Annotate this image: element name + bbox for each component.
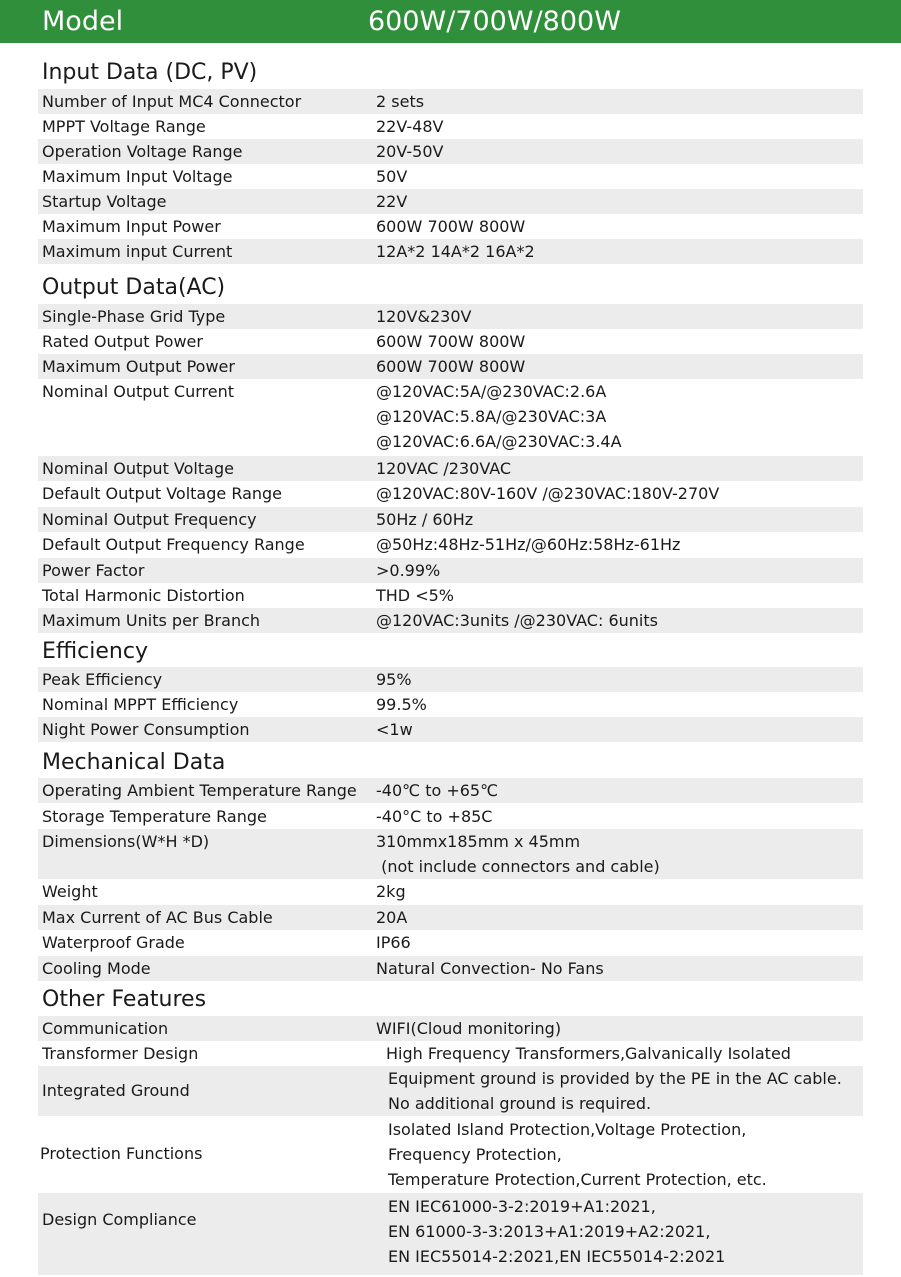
spec-value: 20A: [376, 908, 408, 927]
spec-label: Maximum Output Power: [42, 357, 235, 376]
spec-label: Number of Input MC4 Connector: [42, 92, 302, 111]
spec-row: [38, 1117, 863, 1193]
spec-value-line: Frequency Protection,: [388, 1145, 562, 1164]
spec-label: Waterproof Grade: [42, 933, 185, 952]
spec-value: 120V&230V: [376, 307, 472, 326]
spec-row: [38, 1041, 863, 1066]
spec-label: Night Power Consumption: [42, 720, 250, 739]
spec-label: Operation Voltage Range: [42, 142, 243, 161]
spec-value-multi: [376, 379, 622, 454]
spec-row: [38, 214, 863, 239]
section-title-input: Input Data (DC, PV): [42, 60, 258, 85]
spec-value: -40°C to +85C: [376, 807, 493, 826]
spec-value: 99.5%: [376, 695, 427, 714]
spec-value-line: EN IEC55014-2:2021,EN IEC55014-2:2021: [388, 1247, 726, 1266]
spec-label: MPPT Voltage Range: [42, 117, 206, 136]
spec-value-line: Isolated Island Protection,Voltage Protection,: [388, 1120, 747, 1139]
spec-value-line: @120VAC:5A/@230VAC:2.6A: [376, 382, 607, 401]
spec-label: Communication: [42, 1019, 169, 1038]
spec-row: [38, 456, 863, 481]
spec-row: [38, 189, 863, 214]
spec-value: 50V: [376, 167, 408, 186]
spec-label: Nominal Output Current: [42, 382, 235, 401]
spec-value-multi: [388, 1117, 767, 1192]
spec-row: [38, 139, 863, 164]
spec-value: 120VAC /230VAC: [376, 459, 512, 478]
spec-value-line: (not include connectors and cable): [376, 857, 660, 876]
spec-row: [38, 329, 863, 354]
spec-label: Power Factor: [42, 561, 145, 580]
spec-row: [38, 829, 863, 879]
spec-label: Startup Voltage: [42, 192, 167, 211]
spec-value: -40℃ to +65℃: [376, 781, 499, 800]
section-title-output: Output Data(AC): [42, 275, 226, 300]
spec-value-line: Temperature Protection,Current Protection, etc.: [388, 1170, 767, 1189]
spec-label: Nominal Output Frequency: [42, 510, 257, 529]
spec-label: Design Compliance: [42, 1210, 197, 1229]
spec-row: [38, 379, 863, 455]
spec-row: [38, 1193, 863, 1275]
section-title-other: Other Features: [42, 987, 207, 1012]
spec-value: WIFI(Cloud monitoring): [376, 1019, 562, 1038]
spec-row: [38, 1016, 863, 1041]
spec-label: Operating Ambient Temperature Range: [42, 781, 357, 800]
section-title-mechanical: Mechanical Data: [42, 750, 226, 775]
spec-value: IP66: [376, 933, 411, 952]
spec-row: [38, 114, 863, 139]
spec-label: Single-Phase Grid Type: [42, 307, 226, 326]
spec-label: Max Current of AC Bus Cable: [42, 908, 273, 927]
spec-label: Dimensions(W*H *D): [42, 832, 210, 851]
spec-row: [38, 930, 863, 955]
spec-label: Default Output Voltage Range: [42, 484, 283, 503]
spec-label: Maximum Input Power: [42, 217, 221, 236]
spec-value: 600W 700W 800W: [376, 357, 526, 376]
spec-label: Nominal MPPT Efficiency: [42, 695, 239, 714]
spec-value: 12A*2 14A*2 16A*2: [376, 242, 535, 261]
spec-label: Maximum Units per Branch: [42, 611, 261, 630]
spec-value: 22V-48V: [376, 117, 444, 136]
spec-row: [38, 804, 863, 829]
spec-row: [38, 304, 863, 329]
spec-label: Storage Temperature Range: [42, 807, 267, 826]
spec-label: Weight: [42, 882, 98, 901]
spec-value: <1w: [376, 720, 413, 739]
spec-label: Rated Output Power: [42, 332, 203, 351]
spec-row: [38, 532, 863, 557]
spec-row: [38, 481, 863, 506]
spec-value-multi: [376, 829, 660, 879]
spec-row: [38, 164, 863, 189]
spec-value: THD <5%: [376, 586, 454, 605]
spec-row: [38, 905, 863, 930]
spec-value-line: EN IEC61000-3-2:2019+A1:2021,: [388, 1197, 656, 1216]
spec-label: Protection Functions: [40, 1144, 203, 1163]
section-title-efficiency: Efficiency: [42, 639, 148, 664]
model-label: Model: [42, 6, 124, 37]
spec-value-multi: [388, 1194, 725, 1269]
spec-row: [38, 879, 863, 904]
spec-value-line: EN 61000-3-3:2013+A1:2019+A2:2021,: [388, 1222, 711, 1241]
spec-row: [38, 692, 863, 717]
spec-value: 20V-50V: [376, 142, 444, 161]
spec-value-line: @120VAC:6.6A/@230VAC:3.4A: [376, 432, 622, 451]
spec-label: Maximum input Current: [42, 242, 233, 261]
spec-value: @50Hz:48Hz-51Hz/@60Hz:58Hz-61Hz: [376, 535, 681, 554]
spec-label: Default Output Frequency Range: [42, 535, 305, 554]
spec-value-line: 310mmx185mm x 45mm: [376, 832, 581, 851]
spec-row: [38, 583, 863, 608]
model-header: [0, 0, 901, 43]
spec-row: [38, 1066, 863, 1116]
spec-value: Natural Convection- No Fans: [376, 959, 604, 978]
spec-row: [38, 778, 863, 803]
model-value: 600W/700W/800W: [368, 6, 621, 37]
spec-value: 22V: [376, 192, 408, 211]
spec-value: 600W 700W 800W: [376, 332, 526, 351]
spec-label: Peak Efficiency: [42, 670, 163, 689]
spec-value: 50Hz / 60Hz: [376, 510, 474, 529]
spec-value-line: Equipment ground is provided by the PE in the AC cable.: [388, 1069, 842, 1088]
spec-value: 2kg: [376, 882, 406, 901]
spec-value: @120VAC:3units /@230VAC: 6units: [376, 611, 658, 630]
spec-value: 2 sets: [376, 92, 425, 111]
spec-label: Nominal Output Voltage: [42, 459, 234, 478]
spec-label: Cooling Mode: [42, 959, 151, 978]
spec-row: [38, 558, 863, 583]
spec-value-multi: [388, 1066, 842, 1116]
spec-row: [38, 956, 863, 981]
spec-row: [38, 354, 863, 379]
spec-label: Total Harmonic Distortion: [42, 586, 245, 605]
spec-row: [38, 239, 863, 264]
spec-label: Maximum Input Voltage: [42, 167, 233, 186]
spec-label: Transformer Design: [42, 1044, 199, 1063]
spec-row: [38, 717, 863, 742]
spec-value: 95%: [376, 670, 412, 689]
spec-value-line: No additional ground is required.: [388, 1094, 652, 1113]
spec-value: >0.99%: [376, 561, 441, 580]
spec-value: @120VAC:80V-160V /@230VAC:180V-270V: [376, 484, 720, 503]
spec-row: [38, 507, 863, 532]
spec-value: 600W 700W 800W: [376, 217, 526, 236]
spec-row: [38, 608, 863, 633]
spec-value: High Frequency Transformers,Galvanically Isolated: [386, 1044, 791, 1063]
spec-row: [38, 89, 863, 114]
spec-label: Integrated Ground: [42, 1081, 190, 1100]
spec-value-line: @120VAC:5.8A/@230VAC:3A: [376, 407, 607, 426]
spec-row: [38, 667, 863, 692]
